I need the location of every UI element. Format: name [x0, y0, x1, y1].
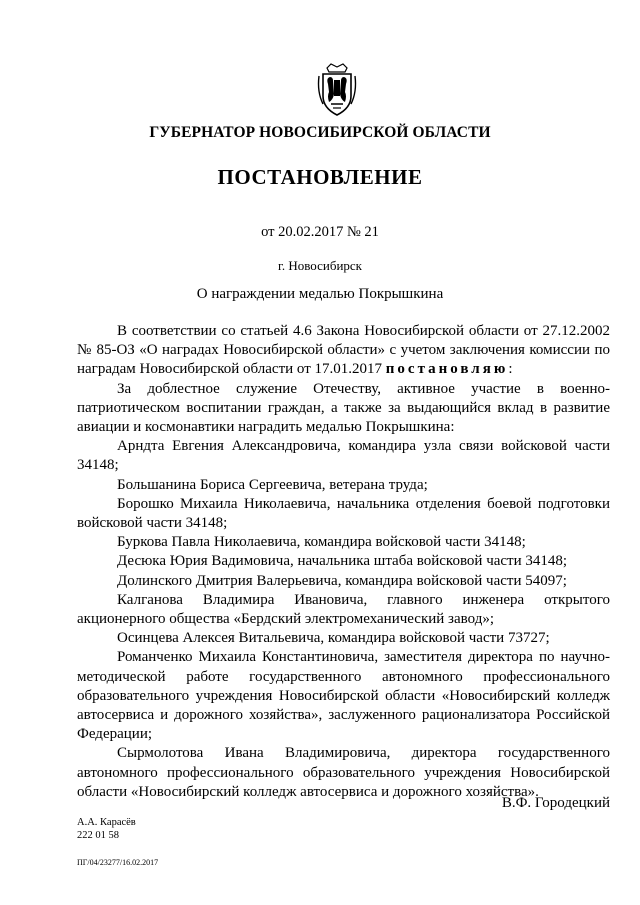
- intro-paragraph: [77, 322, 610, 380]
- signature-name: В.Ф. Городецкий: [501, 795, 610, 811]
- recipient-item: Арндта Евгения Александровича, командира узла связи войсковой части 34148;: [77, 438, 610, 474]
- authority-heading: ГУБЕРНАТОР НОВОСИБИРСКОЙ ОБЛАСТИ: [149, 124, 491, 141]
- decree-word: постановляю: [385, 361, 509, 378]
- recipient-item: Романченко Михаила Константиновича, заместителя директора по научно-методической работе государственного автономного профессионального образовательного учреждения Новосибирской области «Новосибирский колледж автосервиса и дорожного хозяйства», заслуженного рационализатора Российской Федерации;: [77, 649, 610, 743]
- document-body: [77, 322, 610, 802]
- date-and-number: от 20.02.2017 № 21: [261, 224, 379, 240]
- recipient-item: Калганова Владимира Ивановича, главного инженера открытого акционерного общества «Бердский электромеханический завод»;: [77, 591, 610, 628]
- executor-name: А.А. Карасёв: [77, 817, 136, 828]
- merit-paragraph: За доблестное служение Отечеству, активное участие в военно-патриотическом воспитании граждан, а также за выдающийся вклад в развитие авиации и космонавтики наградить медалью Покрышкина:: [77, 380, 610, 436]
- recipient-item: Большанина Бориса Сергеевича, ветерана труда;: [117, 476, 428, 493]
- coat-of-arms-icon: [315, 62, 359, 118]
- executor-phone: 222 01 58: [77, 830, 119, 841]
- decree-colon: :: [508, 361, 513, 378]
- document-type-title: ПОСТАНОВЛЕНИЕ: [217, 165, 423, 189]
- recipient-item: Буркова Павла Николаевича, командира войсковой части 34148;: [117, 534, 526, 551]
- recipient-item: Долинского Дмитрия Валерьевича, командира войсковой части 54097;: [117, 572, 567, 589]
- city: г. Новосибирск: [277, 258, 362, 273]
- intro-text: В соответствии со статьей 4.6 Закона Новосибирской области от 27.12.2002 № 85-ОЗ «О наградах Новосибирской области» с учетом заключения комиссии по наградам Новосибирской области от 17.01.2017: [77, 323, 610, 378]
- recipient-item: Осинцева Алексея Витальевича, командира войсковой части 73727;: [117, 630, 550, 647]
- recipient-item: Борошко Михаила Николаевича, начальника отделения боевой подготовки войсковой части 34148;: [77, 495, 610, 532]
- recipient-item: Десюка Юрия Вадимовича, начальника штаба войсковой части 34148;: [117, 553, 568, 570]
- recipient-item: Сырмолотова Ивана Владимировича, директора государственного автономного профессионального образовательного учреждения Новосибирской области «Новосибирский колледж автосервиса и дорожного хозяйства».: [77, 745, 610, 800]
- subject-line: О награждении медалью Покрышкина: [196, 286, 444, 302]
- document-code: ПГ/04/23277/16.02.2017: [77, 858, 159, 867]
